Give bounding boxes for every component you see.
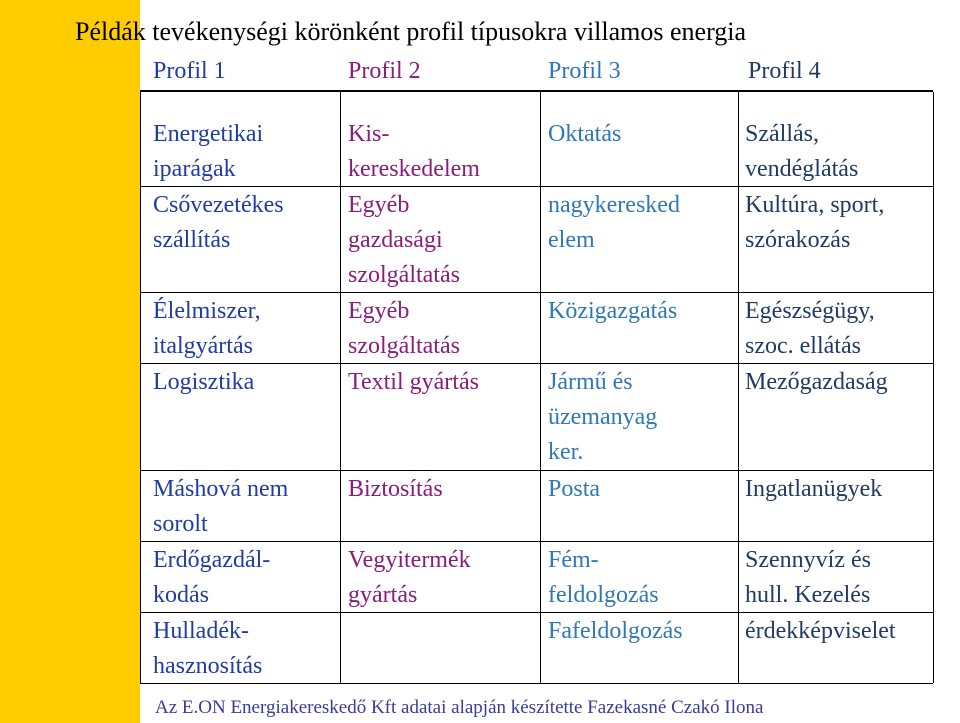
- table-cell-profil-4: vendéglátás: [745, 156, 859, 182]
- table-column-divider: [540, 92, 541, 683]
- table-column-divider: [140, 92, 141, 683]
- table-cell-profil-3: Oktatás: [548, 121, 622, 147]
- table-cell-profil-1: italgyártás: [153, 333, 253, 359]
- table-cell-profil-1: kodás: [153, 582, 209, 608]
- table-cell-profil-4: Ingatlanügyek: [745, 476, 883, 502]
- table-cell-profil-1: iparágak: [153, 156, 236, 182]
- table-cell-profil-3: nagykeresked: [548, 192, 680, 218]
- table-cell-profil-1: Energetikai: [153, 121, 264, 147]
- table-row-divider: [140, 292, 933, 293]
- table-cell-profil-1: Logisztika: [153, 369, 255, 395]
- table-cell-profil-1: Csővezetékes: [153, 192, 284, 218]
- table-cell-profil-3: feldolgozás: [548, 582, 659, 608]
- page-title: Példák tevékenységi körönként profil típusokra villamos energia: [75, 17, 747, 46]
- header-profil-4: Profil 4: [748, 58, 821, 84]
- table-cell-profil-4: Szennyvíz és: [745, 547, 871, 573]
- table-cell-profil-3: üzemanyag: [548, 404, 658, 430]
- header-divider: [140, 90, 933, 92]
- table-cell-profil-2: Egyéb: [348, 298, 410, 324]
- table-cell-profil-3: Fém-: [548, 547, 599, 573]
- table-cell-profil-3: elem: [548, 227, 595, 253]
- table-cell-profil-3: Fafeldolgozás: [548, 618, 683, 644]
- table-cell-profil-1: sorolt: [153, 511, 208, 537]
- table-cell-profil-3: ker.: [548, 439, 584, 465]
- table-cell-profil-2: gazdasági: [348, 227, 443, 253]
- table-cell-profil-4: hull. Kezelés: [745, 582, 871, 608]
- table-cell-profil-1: Hulladék-: [153, 618, 249, 644]
- table-row-divider: [140, 470, 933, 471]
- table-cell-profil-4: Egészségügy,: [745, 298, 875, 324]
- table-cell-profil-3: Közigazgatás: [548, 298, 678, 324]
- table-cell-profil-2: Vegyitermék: [348, 547, 471, 573]
- table-cell-profil-2: szolgáltatás: [348, 333, 460, 359]
- table-cell-profil-2: Biztosítás: [348, 476, 443, 502]
- header-profil-2: Profil 2: [348, 58, 421, 84]
- table-cell-profil-4: érdekképviselet: [745, 618, 896, 644]
- table-cell-profil-4: Mezőgazdaság: [745, 369, 888, 395]
- table-cell-profil-4: szórakozás: [745, 227, 851, 253]
- table-cell-profil-2: Textil gyártás: [348, 369, 479, 395]
- table-cell-profil-2: Egyéb: [348, 192, 410, 218]
- table-cell-profil-1: Erdőgazdál-: [153, 547, 271, 573]
- table-column-divider: [738, 92, 739, 683]
- table-cell-profil-1: Élelmiszer,: [153, 298, 261, 324]
- header-profil-3: Profil 3: [548, 58, 621, 84]
- table-cell-profil-2: gyártás: [348, 582, 418, 608]
- table-cell-profil-2: szolgáltatás: [348, 262, 460, 288]
- table-cell-profil-1: Máshová nem: [153, 476, 289, 502]
- table-row-divider: [140, 541, 933, 542]
- table-cell-profil-1: szállítás: [153, 227, 231, 253]
- table-cell-profil-3: Posta: [548, 476, 601, 502]
- table-cell-profil-4: Kultúra, sport,: [745, 192, 885, 218]
- sidebar-bar: [0, 0, 140, 723]
- table-cell-profil-2: kereskedelem: [348, 156, 480, 182]
- footer-credit: Az E.ON Energiakereskedő Kft adatai alapján készítette Fazekasné Czakó Ilona: [155, 697, 764, 718]
- table-cell-profil-1: hasznosítás: [153, 653, 263, 679]
- table-cell-profil-2: Kis-: [348, 121, 390, 147]
- table-column-divider: [933, 92, 934, 683]
- table-cell-profil-4: Szállás,: [745, 121, 819, 147]
- table-cell-profil-4: szoc. ellátás: [745, 333, 861, 359]
- header-profil-1: Profil 1: [153, 58, 226, 84]
- table-cell-profil-3: Jármű és: [548, 369, 633, 395]
- table-column-divider: [340, 92, 341, 683]
